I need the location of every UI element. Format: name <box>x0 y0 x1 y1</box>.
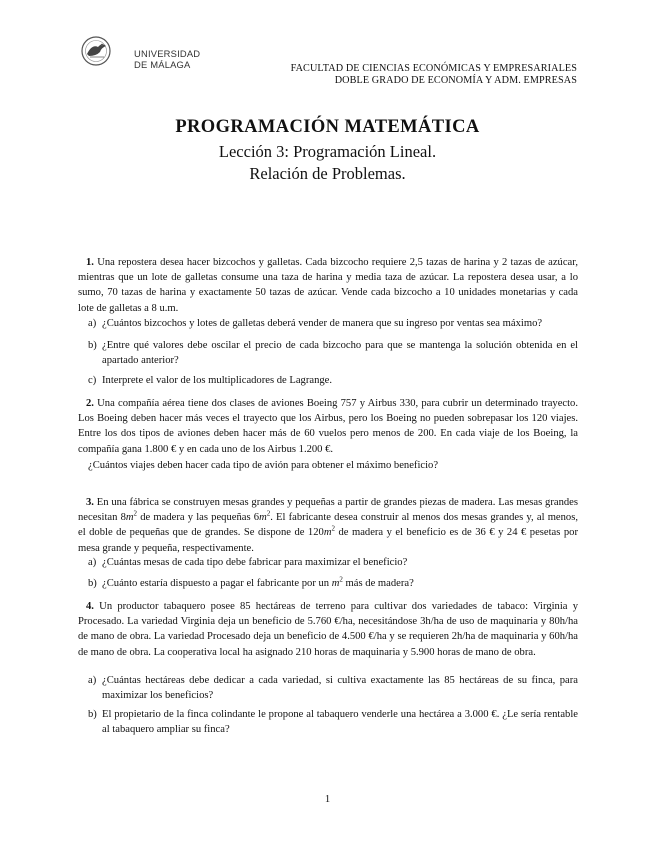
item-text: ¿Cuántos bizcochos y lotes de galletas deberá vender de manera que su ingreso por ventas sea máximo? <box>102 318 543 329</box>
problem-3-number: 3. <box>86 497 94 508</box>
item-text: ¿Cuántas mesas de cada tipo debe fabricar para maximizar el beneficio? <box>102 557 408 568</box>
unit-m: m <box>259 512 267 524</box>
problem-2-question: ¿Cuántos viajes deben hacer cada tipo de avión para obtener el máximo beneficio? <box>88 460 439 471</box>
problem-4-item-b <box>88 707 578 737</box>
problem-3-text-b: de madera y las pequeñas 6 <box>137 512 260 524</box>
university-line1: UNIVERSIDAD <box>134 48 201 59</box>
page-number: 1 <box>324 794 331 805</box>
problem-3-item-a <box>88 555 578 570</box>
unit-exponent: 2 <box>133 509 138 518</box>
item-label: a) <box>88 318 97 329</box>
document-title: PROGRAMACIÓN MATEMÁTICA <box>175 117 480 137</box>
problem-1-text: Una repostera desea hacer bizcochos y galletas. Cada bizcocho requiere 2,5 tazas de harina y 2 tazas de azúcar, mientras que un lote de galletas consume una taza de harina y media taza de azúcar. La repostera desea usar, a lo sumo, 70 tazas de harina y exactamente 50 tazas de azúcar. Vende cada bizcocho a 10 unidades monetarias y cada lote de galletas a 8 u.m. <box>78 257 578 314</box>
university-line2: DE MÁLAGA <box>134 59 191 70</box>
unit-m: m <box>323 527 332 539</box>
item-text-post: más de madera? <box>342 578 414 589</box>
faculty-header <box>291 63 577 87</box>
unit-exponent: 2 <box>331 524 335 533</box>
problem-3-text-c: . El fabricante desea construir al menos dos mesas grandes y, al menos, el doble de pequeñas que de grandes. Se dispone de 120 <box>78 512 578 539</box>
item-label: b) <box>88 578 97 589</box>
item-label: a) <box>88 675 97 686</box>
problem-4-text: Un productor tabaquero posee 85 hectáreas de terreno para cultivar dos variedades de tabaco: Virginia y Procesado. La variedad Virginia deja un beneficio de 5.760 €/ha, necesitándose 3h/ha de uso de maquinaria y 80h/ha de mano de obra. La variedad Procesado deja un beneficio de 4.500 €/ha y se requieren 2h/ha de maquinaria y 60h/ha de mano de obra. La cooperativa local ha asignado 210 horas de maquinaria y 5.900 horas de mano de obra. <box>78 601 579 658</box>
lesson-subtitle: Lección 3: Programación Lineal. <box>218 142 437 161</box>
problem-4-item-a <box>88 673 578 703</box>
unit-m: m <box>125 512 134 524</box>
problem-4 <box>78 599 578 660</box>
item-label: c) <box>88 375 97 386</box>
problem-4-number: 4. <box>86 601 94 612</box>
faculty-line1: FACULTAD DE CIENCIAS ECONÓMICAS Y EMPRESARIALES <box>290 63 577 74</box>
item-text: ¿Entre qué valores debe oscilar el precio de cada bizcocho para que se mantenga la solución obtenida en el apartado anterior? <box>102 340 578 367</box>
problem-3-item-b <box>88 576 578 591</box>
faculty-line2: DOBLE GRADO DE ECONOMÍA Y ADM. EMPRESAS <box>334 75 577 86</box>
problem-3-text-d: de madera y el beneficio es de 36 € y 24 € pesetas por mesa grande y pequeña, respectivamente. <box>78 527 578 554</box>
item-text: ¿Cuántas hectáreas debe dedicar a cada variedad, si cultiva exactamente las 85 hectáreas de su finca, para maximizar los beneficios? <box>102 675 578 702</box>
university-logo <box>76 36 216 70</box>
problem-1-item-a <box>88 316 578 331</box>
university-name <box>134 48 200 70</box>
unit-m: m <box>331 578 340 589</box>
problem-1-item-c <box>88 373 578 388</box>
item-label: a) <box>88 557 97 568</box>
problem-1-item-b <box>88 338 578 368</box>
item-label: b) <box>88 340 97 351</box>
unit-exponent: 2 <box>266 509 271 518</box>
problem-2 <box>78 396 578 457</box>
university-seal-icon <box>76 36 128 70</box>
problem-2-number: 2. <box>86 398 94 409</box>
item-text: Interprete el valor de los multiplicadores de Lagrange. <box>102 375 333 386</box>
problem-1 <box>78 255 578 316</box>
unit-exponent: 2 <box>339 575 343 584</box>
problem-3 <box>78 495 578 556</box>
problem-3-text-a: En una fábrica se construyen mesas grandes y pequeñas a partir de grandes piezas de madera. Las mesas grandes necesitan 8 <box>78 497 578 524</box>
item-label: b) <box>88 709 97 720</box>
problem-2-text: Una compañía aérea tiene dos clases de aviones Boeing 757 y Airbus 330, para cubrir un determinado trayecto. Los Boeing deben hacer más veces el trayecto que los Airbus, pero los Boeing no pueden sobrepasar los 120 viajes. Entre los dos tipos de aviones deben hacer más de 60 vuelos pero menos de 200. En cada viaje de los Boeing, la compañía gana 1.800 € y en cada uno de los Airbus 1.200 €. <box>78 398 578 455</box>
item-text: El propietario de la finca colindante le propone al tabaquero venderle una hectárea a 3.000 €. ¿Le sería rentable al tabaquero ampliar su finca? <box>102 709 578 736</box>
item-text <box>102 576 578 591</box>
problem-1-number: 1. <box>86 257 94 268</box>
problem-set-subtitle: Relación de Problemas. <box>249 164 406 183</box>
item-text-pre: ¿Cuánto estaría dispuesto a pagar el fabricante por un <box>102 578 332 589</box>
